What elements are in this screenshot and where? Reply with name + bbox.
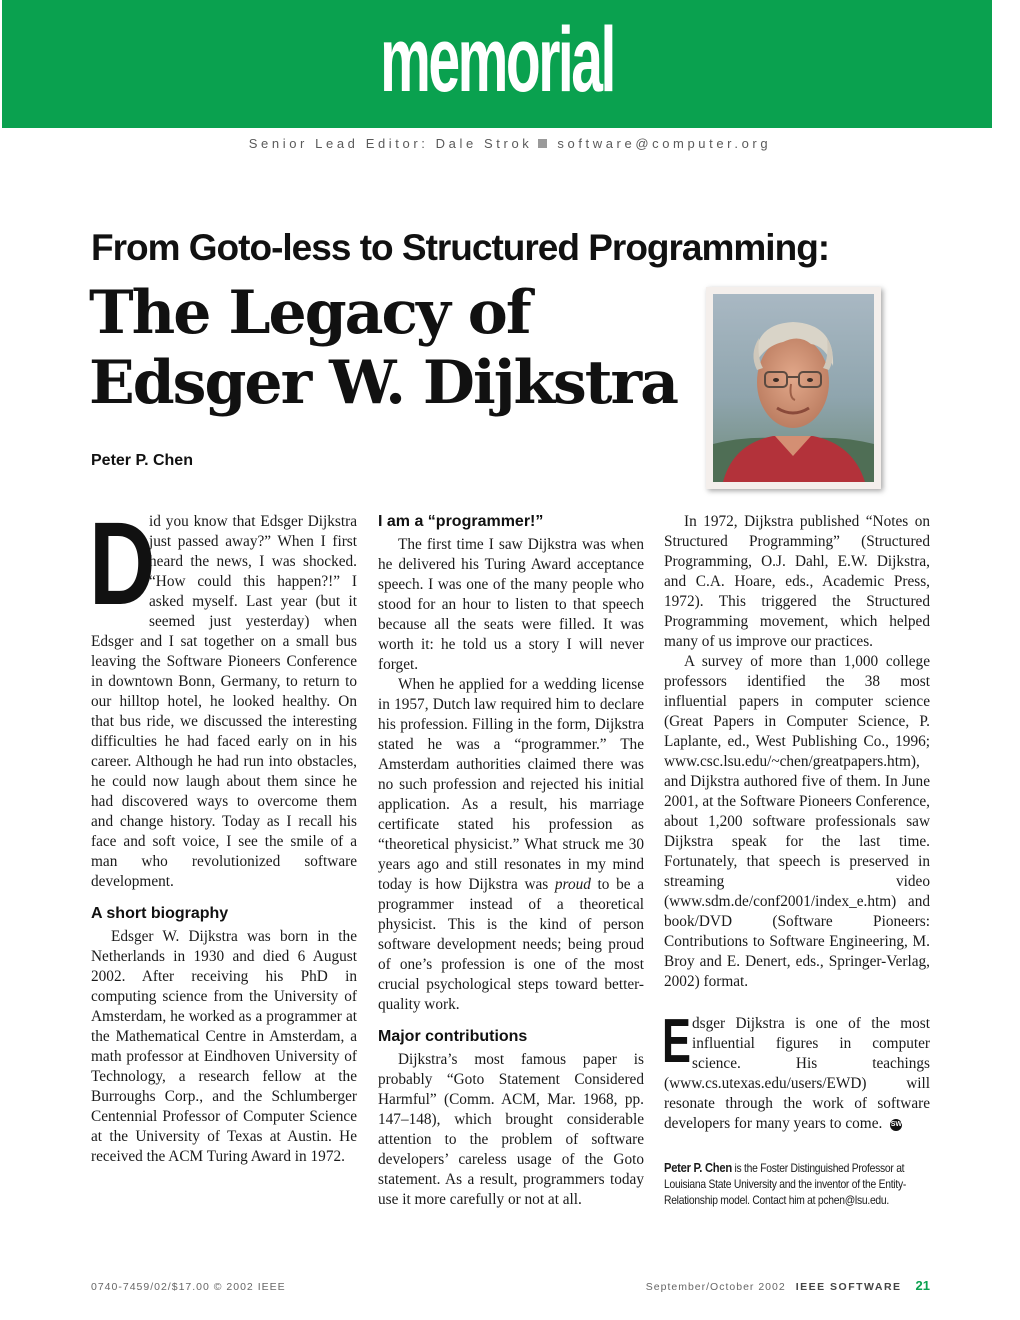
portrait-image bbox=[713, 294, 874, 482]
square-bullet-icon bbox=[538, 139, 547, 148]
section-title: memorial bbox=[380, 9, 614, 111]
end-mark-icon: SW bbox=[890, 1119, 902, 1131]
biography-paragraph: Edsger W. Dijkstra was born in the Netherlands in 1930 and died 6 August 2002. After receiving his PhD in computing science from the University of Amsterdam, he worked as a programmer at the Mathematical Centre in Amsterdam, a math professor at Eindhoven University of Technology, a research fellow at the Burroughs Corp., and the Schlumberger Centennial Professor of Computer Science at the University of Texas at Austin. He received the ACM Turing Award in 1972. bbox=[91, 928, 357, 1165]
contributions-paragraph: Dijkstra’s most famous paper is probably “Goto Statement Considered Harmful” (Comm. ACM, Mar. 1968, pp. 147–148), which brought considerable attention to the problem of software developers’ careless usage of the Goto statement. As a result, programmers today use it more carefully or not at all. bbox=[378, 1051, 644, 1208]
section-heading-programmer: I am a “programmer!” bbox=[378, 513, 544, 530]
column-3 bbox=[664, 512, 930, 1208]
editor-email: software@computer.org bbox=[557, 136, 772, 151]
footer-magazine: IEEE SOFTWARE bbox=[795, 1281, 902, 1293]
drop-cap-e: E bbox=[662, 1007, 691, 1076]
programmer-paragraph-2 bbox=[378, 675, 644, 1015]
footer-date: September/October 2002 bbox=[645, 1281, 786, 1293]
section-heading-contributions: Major contributions bbox=[378, 1028, 528, 1045]
article-title-line1: The Legacy of bbox=[89, 278, 530, 348]
editor-label: Senior Lead Editor: Dale Strok bbox=[248, 136, 533, 151]
footer-folio bbox=[646, 1278, 930, 1293]
column-1 bbox=[89, 498, 357, 1167]
editor-credit bbox=[0, 136, 1020, 151]
structured-programming-paragraph: In 1972, Dijkstra published “Notes on Structured Programming” (Structured Programming, O.J. Dahl, E.W. Dijkstra, and C.A. Hoare, eds., Academic Press, 1972). This triggered the Structured Programming movement, which helped many of us improve our practices. bbox=[664, 513, 930, 650]
closing-text: dsger Dijkstra is one of the most influential figures in computer science. His teachings (www.cs.utexas.edu/users/EWD) will resonate through the work of software developers for many years to come. bbox=[664, 1015, 930, 1132]
section-banner bbox=[2, 0, 992, 128]
author-bio-name: Peter P. Chen bbox=[664, 1160, 732, 1175]
column-2 bbox=[378, 512, 644, 1210]
page-number: 21 bbox=[915, 1278, 930, 1293]
author-bio bbox=[664, 1160, 931, 1208]
programmer-paragraph-1: The first time I saw Dijkstra was when he delivered his Turing Award acceptance speech. I was one of the many people who stood for an hour to listen to that speech because all the seats were filled. It was worth it: he told us a story I will never forget. bbox=[378, 536, 644, 673]
drop-cap: D bbox=[89, 498, 156, 630]
emphasis-proud: proud bbox=[554, 876, 591, 893]
article-title bbox=[89, 278, 689, 418]
footer-copyright: 0740-7459/02/$17.00 © 2002 IEEE bbox=[91, 1281, 286, 1293]
closing-paragraph bbox=[662, 1007, 930, 1134]
article-kicker: From Goto-less to Structured Programming: bbox=[91, 227, 830, 268]
programmer-text-a: When he applied for a wedding license in 1957, Dutch law required him to declare his profession. Filling in the form, Dijkstra stated he was a “programmer.” The Amsterdam authorities claimed there was no such profession and rejected his initial application. As a result, his marriage certificate stated his profession as “theoretical physicist.” What struck me 30 years ago and still resonates in my mind today is how Dijkstra was bbox=[378, 676, 644, 893]
intro-paragraph bbox=[89, 498, 357, 892]
author-bio-text: is the Foster Distinguished Professor at Louisiana State University and the inventor of the Entity-Relationship model. Contact him at pchen@lsu.edu. bbox=[664, 1161, 907, 1207]
author-photo bbox=[706, 287, 881, 489]
author-byline: Peter P. Chen bbox=[91, 452, 193, 469]
survey-paragraph: A survey of more than 1,000 college professors identified the 38 most influential papers in computer science (Great Papers in Computer Science, P. Laplante, ed., West Publishing Co., 1996; www.csc.lsu.edu/~chen/greatpapers.htm), and Dijkstra authored five of them. In June 2001, at the Software Pioneers Conference, about 1,200 software professionals saw Dijkstra speak for the last time. Fortunately, that speech is preserved in streaming video (www.sdm.de/conf2001/index_e.htm) and book/DVD (Software Pioneers: Contributions to Software Engineering, M. Broy and E. Denert, eds., Springer-Verlag, 2002) format. bbox=[664, 653, 930, 990]
programmer-text-b: to be a programmer instead of a theoretical physicist. This is the kind of person software development needs; being proud of one’s profession is one of the most crucial psychological steps toward better-quality work. bbox=[378, 876, 644, 1013]
intro-text: id you know that Edsger Dijkstra just passed away?” When I first heard the news, I was shocked. “How could this happen?!” I asked myself. Last year (but it seemed just yesterday) when Edsger and I sat together on a small bus leaving the Software Pioneers Conference in downtown Bonn, Germany, to return to our hilltop hotel, he looked healthy. On that bus ride, we discussed the interesting difficulties he had faced early on in his career. Although he had run into obstacles, he could now laugh about them since he had discovered ways to overcome them and change history. Today as I recall his face and soft voice, I see the smile of a man who revolutionized software development. bbox=[91, 513, 357, 890]
article-title-line2: Edsger W. Dijkstra bbox=[89, 348, 677, 418]
section-heading-biography: A short biography bbox=[91, 905, 229, 922]
